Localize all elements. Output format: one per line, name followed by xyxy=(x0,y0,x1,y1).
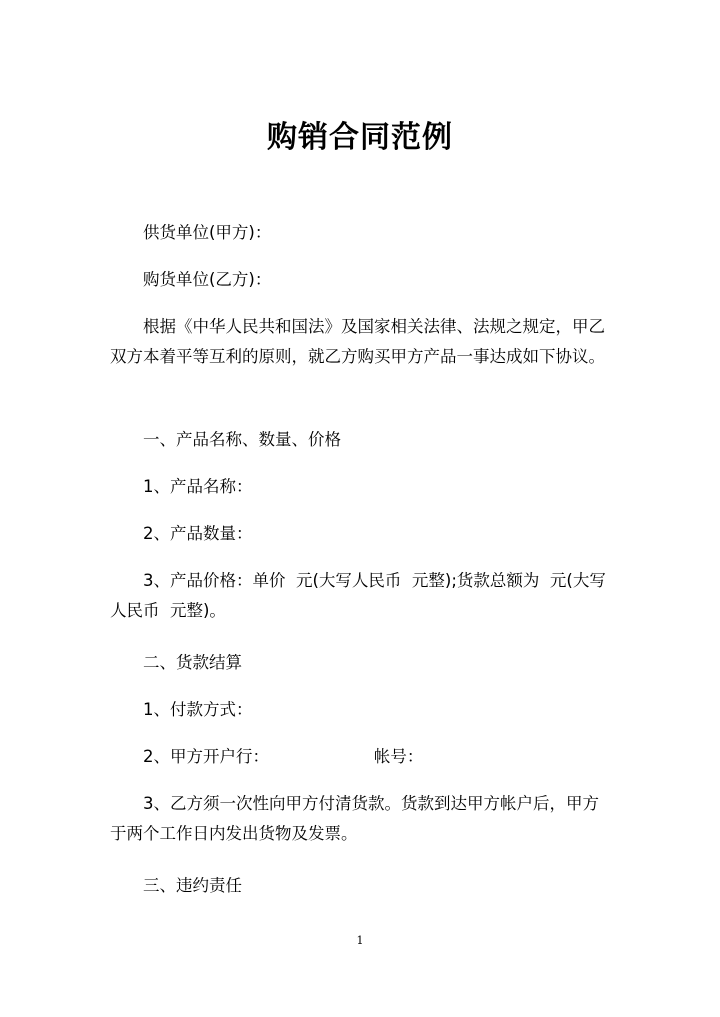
section-heading-payment: 二、货款结算 xyxy=(143,653,242,672)
paragraph-product-name: 1、产品名称： xyxy=(143,477,253,496)
paragraph-preamble: 根据《中华人民共和国法》及国家相关法律、法规之规定，甲乙双方本着平等互利的原则，就乙方购买甲方产品一事达成如下协议。 xyxy=(110,317,605,366)
paragraph-payment-terms: 3、乙方须一次性向甲方付清货款。货款到达甲方帐户后，甲方于两个工作日内发出货物及发票。 xyxy=(110,794,599,843)
paragraph-buyer: 购货单位(乙方)： xyxy=(143,270,272,289)
page-number: 1 xyxy=(356,934,364,947)
paragraph-bank-account: 2、甲方开户行： 帐号： xyxy=(143,747,424,766)
section-heading-liability: 三、违约责任 xyxy=(143,876,242,895)
section-heading-products: 一、产品名称、数量、价格 xyxy=(143,430,341,449)
paragraph-product-price: 3、产品价格：单价 元(大写人民币 元整);货款总额为 元(大写人民币 元整)。 xyxy=(110,571,606,620)
document-title: 购销合同范例 xyxy=(267,120,453,155)
paragraph-payment-method: 1、付款方式： xyxy=(143,700,253,719)
paragraph-supplier: 供货单位(甲方)： xyxy=(143,223,272,242)
paragraph-product-quantity: 2、产品数量： xyxy=(143,524,253,543)
